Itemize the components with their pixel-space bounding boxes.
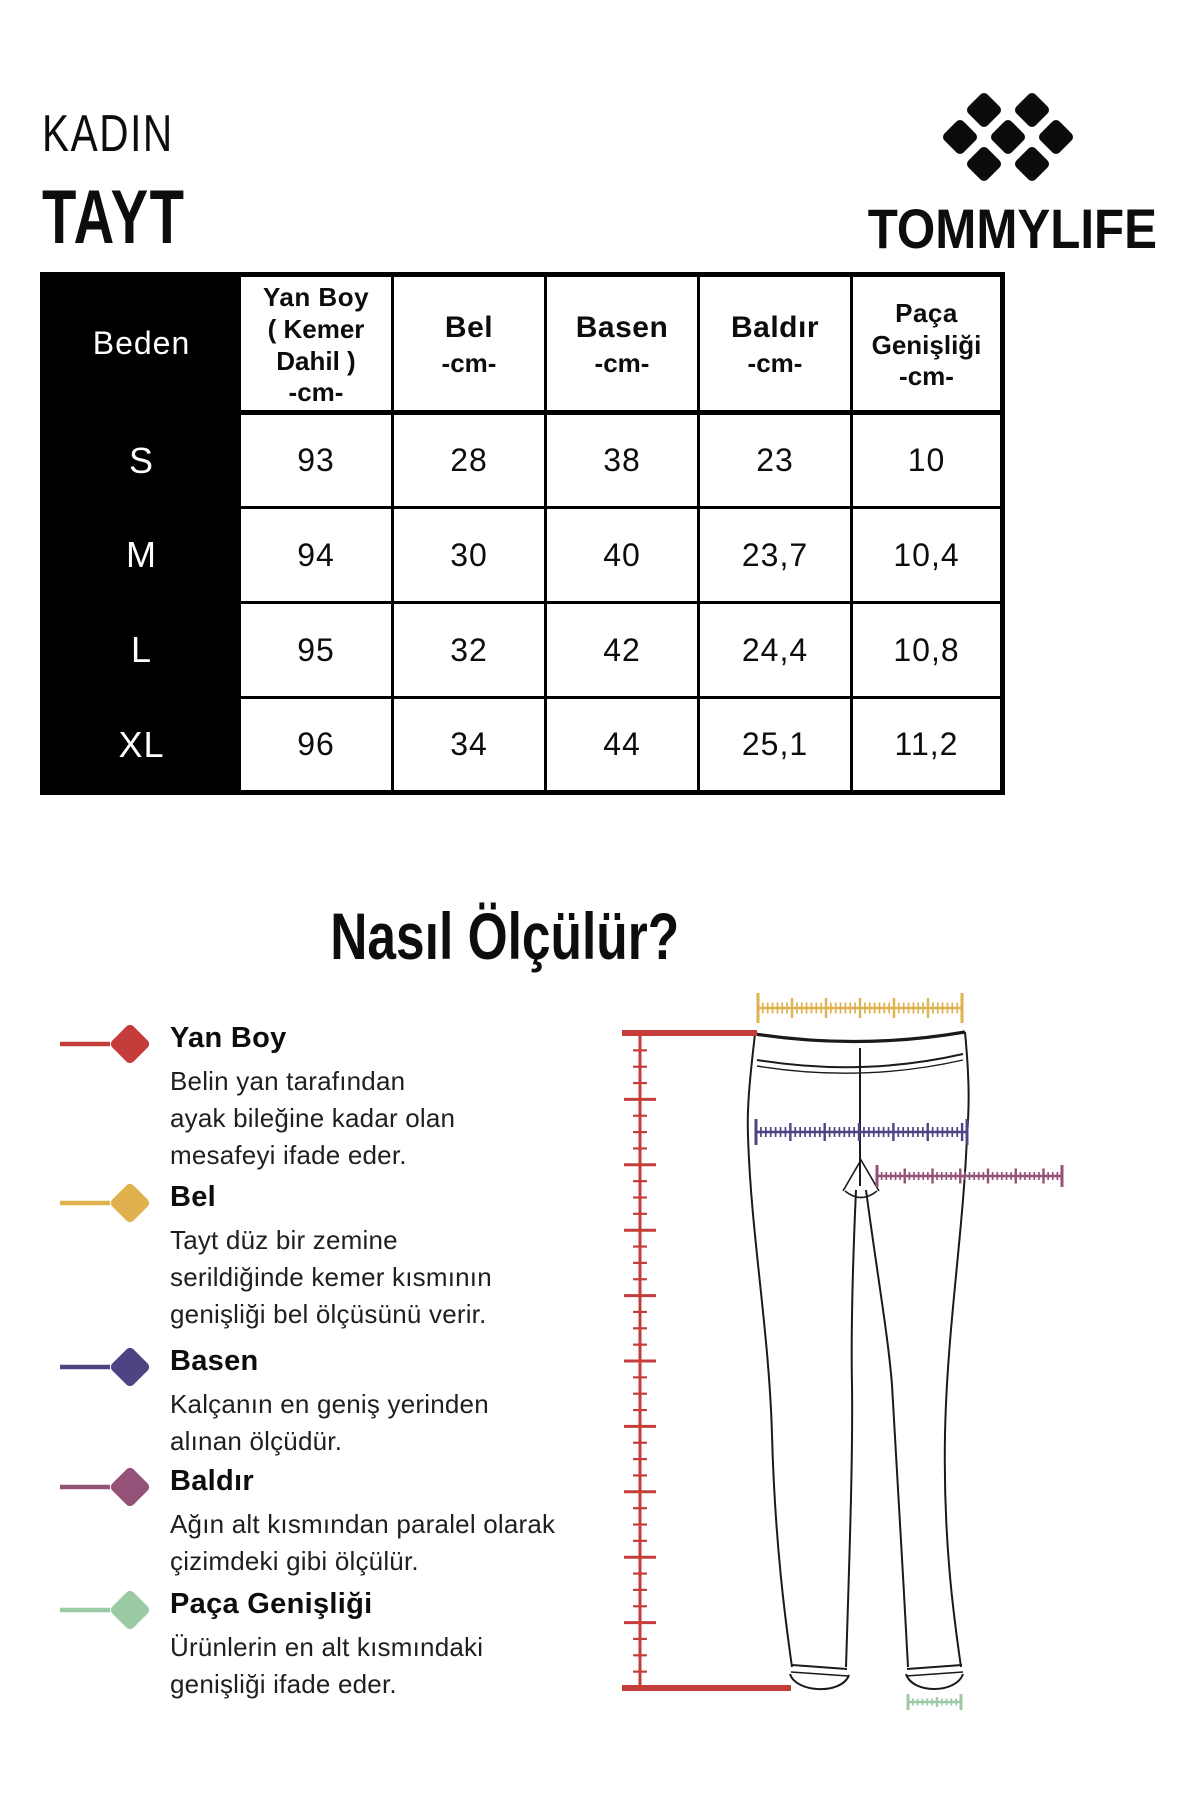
cell-l-yan-boy: 95 (240, 603, 393, 698)
cell-xl-baldir: 25,1 (699, 698, 852, 793)
cell-xl-paca: 11,2 (852, 698, 1003, 793)
legend-title: Bel (170, 1181, 217, 1213)
product-type-label: TAYT (42, 175, 186, 260)
legend-description: Tayt düz bir zemine serildiğinde kemer kısmının genişliği bel ölçüsünü verir. (170, 1225, 492, 1329)
yan-boy-marker-icon (58, 1020, 163, 1068)
baldir-ruler (877, 1165, 1062, 1187)
cell-l-baldir: 24,4 (699, 603, 852, 698)
column-header-paca-genisligi: Paça Genişliği -cm- (852, 275, 1003, 413)
size-label: L (43, 603, 240, 698)
legend-description: Ürünlerin en alt kısmındaki genişliği ifade eder. (170, 1632, 484, 1699)
size-label: M (43, 508, 240, 603)
brand-name: TOMMYLIFE (867, 197, 1158, 260)
tommylife-logo-icon (928, 82, 1088, 192)
cell-s-bel: 28 (393, 413, 546, 508)
cell-xl-bel: 34 (393, 698, 546, 793)
column-header-basen: Basen -cm- (546, 275, 699, 413)
size-chart-table (40, 272, 1005, 795)
legend-item-baldir (58, 1465, 578, 1580)
column-header-bel: Bel -cm- (393, 275, 546, 413)
cell-s-yan-boy: 93 (240, 413, 393, 508)
basen-marker-icon (58, 1343, 163, 1391)
cell-xl-basen: 44 (546, 698, 699, 793)
category-label: KADIN (42, 105, 174, 163)
legend-title: Baldır (170, 1465, 254, 1497)
table-row-size-m (43, 508, 1003, 603)
bel-marker-icon (58, 1179, 163, 1227)
brand-logo (848, 82, 1168, 261)
legend-item-paca-genisligi (58, 1588, 578, 1703)
paca-genisligi-marker-icon (58, 1586, 163, 1634)
table-row-size-s (43, 413, 1003, 508)
cell-l-bel: 32 (393, 603, 546, 698)
cell-l-basen: 42 (546, 603, 699, 698)
legend-item-bel (58, 1181, 578, 1333)
cell-s-baldir: 23 (699, 413, 852, 508)
legend-title: Paça Genişliği (170, 1588, 373, 1620)
size-label: XL (43, 698, 240, 793)
measurement-diagram (540, 980, 1100, 1740)
cell-s-basen: 38 (546, 413, 699, 508)
paca-genisligi-ruler (908, 1694, 961, 1710)
size-table-header (43, 275, 1003, 413)
column-header-baldir: Baldır -cm- (699, 275, 852, 413)
table-row-size-l (43, 603, 1003, 698)
legend-description: Belin yan tarafından ayak bileğine kadar olan mesafeyi ifade eder. (170, 1066, 456, 1170)
cell-m-yan-boy: 94 (240, 508, 393, 603)
cell-m-bel: 30 (393, 508, 546, 603)
legend-description: Ağın alt kısmından paralel olarak çizimdeki gibi ölçülür. (170, 1509, 556, 1576)
baldir-marker-icon (58, 1463, 163, 1511)
legend-item-yan-boy (58, 1022, 578, 1174)
product-header (42, 104, 236, 261)
how-to-measure-title: Nasıl Ölçülür? (330, 899, 680, 973)
size-label: S (43, 413, 240, 508)
cell-m-baldir: 23,7 (699, 508, 852, 603)
basen-ruler (756, 1119, 967, 1145)
legend-item-basen (58, 1345, 578, 1460)
cell-xl-yan-boy: 96 (240, 698, 393, 793)
column-header-yan-boy: Yan Boy ( Kemer Dahil ) -cm- (240, 275, 393, 413)
corner-header-cell: Beden (43, 275, 240, 413)
cell-m-basen: 40 (546, 508, 699, 603)
cell-m-paca: 10,4 (852, 508, 1003, 603)
legend-title: Yan Boy (170, 1022, 287, 1054)
legend-description: Kalçanın en geniş yerinden alınan ölçüdür. (170, 1389, 489, 1456)
legend-title: Basen (170, 1345, 259, 1377)
measurement-rulers (622, 993, 1062, 1710)
cell-l-paca: 10,8 (852, 603, 1003, 698)
cell-s-paca: 10 (852, 413, 1003, 508)
table-row-size-xl (43, 698, 1003, 793)
bel-ruler (758, 993, 962, 1023)
